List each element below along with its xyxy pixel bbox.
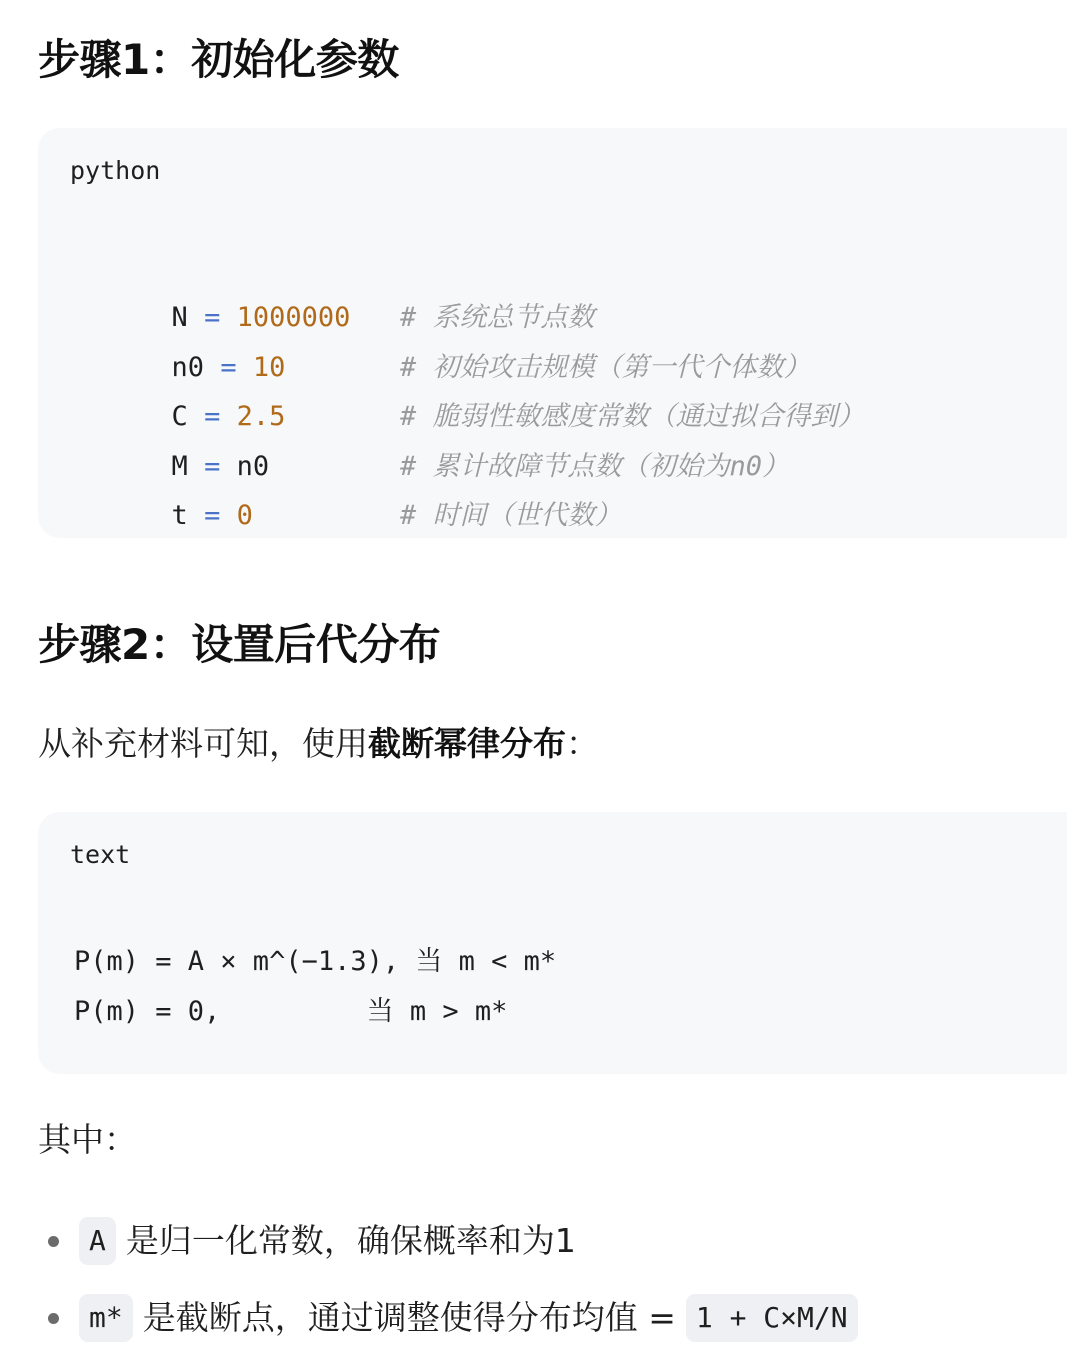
code-var: t	[171, 500, 188, 531]
list-item-content	[79, 1291, 858, 1345]
intro-prefix: 从补充材料可知，使用	[38, 724, 368, 763]
code-language-label: text	[70, 840, 131, 869]
code-operator: =	[220, 352, 237, 383]
code-language-label: python	[70, 156, 161, 185]
code-comment: # 时间（世代数）	[400, 500, 622, 531]
code-value: n0	[236, 451, 270, 482]
intro-bold-term: 截断幂律分布	[368, 724, 566, 763]
code-operator: =	[204, 500, 221, 531]
code-comment: # 脆弱性敏感度常数（通过拟合得到）	[400, 401, 865, 432]
python-code-block[interactable]	[38, 128, 1067, 538]
code-operator: =	[204, 302, 221, 333]
where-label: 其中：	[38, 1120, 137, 1159]
code-operator: =	[204, 401, 221, 432]
code-operator: =	[204, 451, 221, 482]
inline-code: 1 + C×M/N	[686, 1294, 858, 1342]
code-value: 1000000	[236, 302, 351, 333]
bullet-dot	[48, 1236, 59, 1247]
inline-code: m*	[79, 1294, 133, 1342]
formula-line: P(m) = A × m^(−1.3), 当 m < m*	[74, 946, 557, 977]
code-comment: # 系统总节点数	[400, 302, 595, 333]
list-item-text: 是归一化常数，确保概率和为1	[125, 1221, 576, 1260]
step1-heading: 步骤1：初始化参数	[38, 35, 399, 84]
formula-line: P(m) = 0, 当 m > m*	[74, 996, 508, 1027]
bullet-dot	[48, 1313, 59, 1324]
code-comment: # 初始攻击规模（第一代个体数）	[400, 352, 811, 383]
inline-code: A	[79, 1217, 116, 1265]
code-var: M	[171, 451, 188, 482]
intro-suffix: ：	[566, 724, 599, 763]
list-item-content	[79, 1214, 576, 1268]
code-value: 2.5	[236, 401, 286, 432]
list-item-text: 是截断点，通过调整使得分布均值 =	[142, 1298, 676, 1337]
step2-heading: 步骤2：设置后代分布	[38, 620, 441, 669]
code-var: N	[171, 302, 188, 333]
code-comment: # 累计故障节点数（初始为n0）	[400, 451, 790, 482]
code-value: 10	[252, 352, 286, 383]
code-var: C	[171, 401, 188, 432]
code-value: 0	[236, 500, 253, 531]
text-code-block[interactable]	[38, 812, 1067, 1074]
code-var: n0	[171, 352, 205, 383]
intro-paragraph	[38, 722, 599, 766]
